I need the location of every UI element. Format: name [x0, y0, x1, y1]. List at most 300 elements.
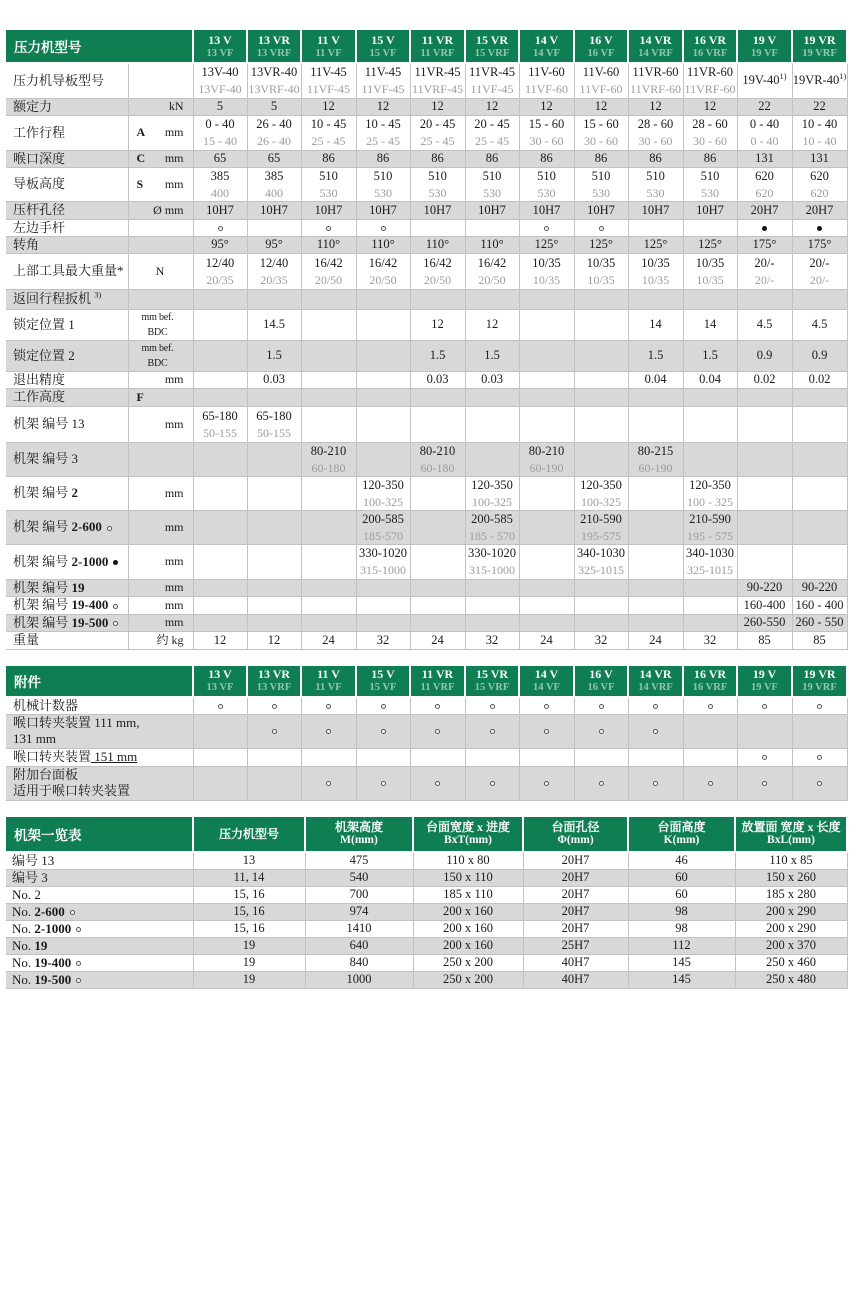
value-cell: 250 x 460 [735, 954, 847, 971]
value-cell: 185 x 110 [413, 886, 523, 903]
ring-icon [381, 704, 386, 709]
accessories-table-body [6, 697, 847, 801]
value-cell: 10H7 [410, 201, 465, 219]
value-cell: 11V-45 11VF-45 [301, 63, 356, 98]
value-cell [519, 371, 574, 388]
value-cell [519, 510, 574, 544]
value-cell: 200-585 185 - 570 [465, 510, 519, 544]
value-cell [574, 614, 628, 631]
row-label [6, 236, 128, 253]
value-cell: 20/- 20/- [792, 253, 847, 289]
ring-icon [762, 755, 767, 760]
label-text: 重量 [13, 632, 40, 647]
value-cell [519, 340, 574, 371]
label-text: 19 [34, 937, 48, 953]
value-cell: 120-350 100-325 [574, 476, 628, 510]
row-label [6, 697, 193, 715]
row-label [6, 442, 128, 476]
row-unit: mm [128, 406, 193, 442]
value-cell: 32 [465, 631, 519, 649]
value-cell [301, 309, 356, 340]
value-cell [356, 406, 410, 442]
table-row [6, 406, 847, 442]
value-cell: 95° [247, 236, 301, 253]
value-cell [410, 406, 465, 442]
value-cell [628, 476, 683, 510]
value-cell [574, 406, 628, 442]
table-row [6, 714, 847, 748]
value-cell [628, 614, 683, 631]
label-text: 151 mm [91, 749, 138, 764]
value-cell: 65-180 50-155 [193, 406, 247, 442]
model-column-header: 11 VR 11 VRF [410, 665, 465, 697]
row-label [6, 150, 128, 167]
value-cell [193, 766, 247, 800]
value-cell [628, 697, 683, 715]
value-cell: 150 x 260 [735, 869, 847, 886]
value-cell [193, 510, 247, 544]
value-cell: 10H7 [519, 201, 574, 219]
value-cell [193, 579, 247, 596]
value-cell: 10 - 45 25 - 45 [356, 115, 410, 150]
value-cell: 28 - 60 30 - 60 [628, 115, 683, 150]
value-cell: 19 [193, 937, 305, 954]
press-table-body [6, 63, 847, 649]
value-cell: 150 x 110 [413, 869, 523, 886]
value-cell: 12/40 20/35 [193, 253, 247, 289]
row-unit: mm bef. BDC [128, 340, 193, 371]
value-cell [301, 697, 356, 715]
value-cell: 11VR-45 11VRF-45 [410, 63, 465, 98]
row-label [6, 886, 193, 903]
value-cell [301, 219, 356, 236]
value-cell: 10H7 [574, 201, 628, 219]
table-row [6, 340, 847, 371]
table-row [6, 388, 847, 406]
value-cell [193, 544, 247, 579]
value-cell: 40H7 [523, 954, 628, 971]
ring-icon [599, 704, 604, 709]
value-cell: 26 - 40 26 - 40 [247, 115, 301, 150]
value-cell [301, 406, 356, 442]
value-cell: 10/35 10/35 [683, 253, 737, 289]
value-cell: 10 - 40 10 - 40 [792, 115, 847, 150]
table-row [6, 937, 847, 954]
value-cell [356, 309, 410, 340]
label-text: 压力机导板型号 [13, 72, 105, 88]
value-cell: 12/40 20/35 [247, 253, 301, 289]
ring-icon [435, 729, 440, 734]
value-cell: 510 530 [356, 167, 410, 201]
value-cell [356, 442, 410, 476]
frames-table-body [6, 852, 847, 989]
ring-icon [381, 226, 386, 231]
row-unit: mm [128, 476, 193, 510]
row-label [6, 115, 128, 150]
value-cell [193, 714, 247, 748]
value-cell [410, 748, 465, 766]
value-cell [247, 476, 301, 510]
value-cell: 540 [305, 869, 413, 886]
ring-icon [107, 526, 112, 531]
value-cell: 32 [574, 631, 628, 649]
frames-header-row [6, 816, 847, 852]
value-cell [683, 442, 737, 476]
value-cell [628, 219, 683, 236]
value-cell [683, 388, 737, 406]
value-cell [574, 309, 628, 340]
label-text: 喉口深度 [13, 150, 66, 166]
value-cell: 200 x 160 [413, 903, 523, 920]
value-cell [574, 748, 628, 766]
value-cell: 145 [628, 954, 735, 971]
value-cell [683, 289, 737, 309]
value-cell: 80-215 60-190 [628, 442, 683, 476]
row-label [6, 340, 128, 371]
table-row [6, 219, 847, 236]
value-cell [193, 371, 247, 388]
value-cell: 14 [683, 309, 737, 340]
value-cell [247, 579, 301, 596]
value-cell: 131 [792, 150, 847, 167]
ring-icon [113, 621, 118, 626]
value-cell: 86 [574, 150, 628, 167]
value-cell: 175° [737, 236, 792, 253]
label-text: 压杆孔径 [13, 202, 66, 217]
value-cell: 15, 16 [193, 920, 305, 937]
label-text: 19-500 [71, 614, 109, 630]
value-cell [628, 406, 683, 442]
value-cell [301, 510, 356, 544]
row-label [6, 852, 193, 870]
value-cell [628, 510, 683, 544]
value-cell [465, 766, 519, 800]
value-cell: 11VR-60 11VRF-60 [683, 63, 737, 98]
ring-icon [490, 729, 495, 734]
value-cell: 95° [193, 236, 247, 253]
value-cell: 40H7 [523, 971, 628, 988]
value-cell: 22 [737, 98, 792, 115]
label-text: 机架 编号 13 [13, 416, 85, 431]
ring-icon [599, 226, 604, 231]
value-cell [465, 289, 519, 309]
value-cell [410, 596, 465, 614]
row-unit [128, 442, 193, 476]
value-cell [410, 476, 465, 510]
label-text: No. [12, 903, 35, 919]
table-row [6, 614, 847, 631]
value-cell [193, 289, 247, 309]
row-unit: mm [128, 371, 193, 388]
label-text: No. [12, 954, 35, 970]
value-cell [683, 714, 737, 748]
row-label [6, 98, 128, 115]
value-cell [410, 510, 465, 544]
value-cell [683, 766, 737, 800]
value-cell: 510 530 [410, 167, 465, 201]
model-column-header: 19 VR 19 VRF [792, 665, 847, 697]
value-cell [465, 388, 519, 406]
ring-icon [653, 704, 658, 709]
value-cell: 0.04 [628, 371, 683, 388]
ring-icon [381, 729, 386, 734]
label-text: 适用于喉口转夹装置 [13, 783, 131, 798]
value-cell: 840 [305, 954, 413, 971]
value-cell: 0.9 [737, 340, 792, 371]
value-cell [247, 697, 301, 715]
value-cell: 110 x 85 [735, 852, 847, 870]
row-label [6, 869, 193, 886]
value-cell [737, 289, 792, 309]
value-cell: 15 - 60 30 - 60 [519, 115, 574, 150]
value-cell: 110 x 80 [413, 852, 523, 870]
value-cell: 974 [305, 903, 413, 920]
table-row [6, 442, 847, 476]
label-text: 2-1000 [71, 553, 109, 569]
model-column-header: 11 V 11 VF [301, 29, 356, 63]
row-label [6, 714, 193, 748]
value-cell [519, 579, 574, 596]
value-cell [356, 388, 410, 406]
value-cell: 330-1020 315-1000 [465, 544, 519, 579]
value-cell: 120-350 100 - 325 [683, 476, 737, 510]
value-cell: 125° [683, 236, 737, 253]
model-column-header: 15 VR 15 VRF [465, 29, 519, 63]
value-cell [465, 697, 519, 715]
table-row [6, 903, 847, 920]
label-text: 喉口转夹装置 [13, 749, 92, 764]
value-cell [683, 697, 737, 715]
value-cell: 20H7 [523, 869, 628, 886]
frames-table-title: 机架一览表 [6, 816, 193, 852]
table-row [6, 253, 847, 289]
value-cell: 510 530 [574, 167, 628, 201]
value-cell [356, 219, 410, 236]
value-cell: 260 - 550 [792, 614, 847, 631]
value-cell [301, 714, 356, 748]
value-cell [247, 714, 301, 748]
label-text: 工作行程 [13, 124, 66, 140]
value-cell: 175° [792, 236, 847, 253]
frame-overview-table [6, 815, 848, 989]
value-cell [519, 388, 574, 406]
value-cell: 98 [628, 903, 735, 920]
row-unit: mm [128, 614, 193, 631]
value-cell: 85 [792, 631, 847, 649]
value-cell: 110° [465, 236, 519, 253]
value-cell [193, 748, 247, 766]
row-label [6, 289, 128, 309]
value-cell: 86 [628, 150, 683, 167]
value-cell: 200 x 290 [735, 920, 847, 937]
value-cell: 210-590 195 - 575 [683, 510, 737, 544]
ring-icon [272, 729, 277, 734]
row-unit: N [128, 253, 193, 289]
value-cell: 86 [301, 150, 356, 167]
value-cell: 250 x 200 [413, 954, 523, 971]
value-cell: 10H7 [247, 201, 301, 219]
row-unit: kN [128, 98, 193, 115]
ring-icon [490, 781, 495, 786]
value-cell [356, 596, 410, 614]
value-cell: 60 [628, 886, 735, 903]
value-cell [247, 748, 301, 766]
label-text: 19-400 [71, 597, 109, 612]
label-text: 2-600 [71, 519, 102, 534]
value-cell: 250 x 480 [735, 971, 847, 988]
table-row [6, 886, 847, 903]
value-cell [683, 219, 737, 236]
value-cell: 16/42 20/50 [410, 253, 465, 289]
value-cell: 12 [465, 98, 519, 115]
table-row [6, 115, 847, 150]
value-cell: 1.5 [247, 340, 301, 371]
table-row [6, 920, 847, 937]
value-cell: 475 [305, 852, 413, 870]
value-cell: 65 [193, 150, 247, 167]
label-text: 机架 编号 [13, 485, 72, 500]
value-cell: 12 [683, 98, 737, 115]
value-cell [737, 406, 792, 442]
value-cell [683, 596, 737, 614]
value-cell: 200-585 185-570 [356, 510, 410, 544]
value-cell [301, 340, 356, 371]
value-cell: 200 x 160 [413, 937, 523, 954]
value-cell: 12 [247, 631, 301, 649]
ring-icon [435, 704, 440, 709]
value-cell [683, 406, 737, 442]
row-label [6, 766, 193, 800]
value-cell: 20H7 [523, 903, 628, 920]
ring-icon [76, 927, 81, 932]
ring-icon [218, 226, 223, 231]
row-label [6, 544, 128, 579]
value-cell [519, 309, 574, 340]
value-cell [628, 388, 683, 406]
row-label [6, 903, 193, 920]
label-text: 编号 13 [12, 852, 55, 868]
value-cell [247, 388, 301, 406]
label-text: 19-500 [34, 971, 72, 987]
model-column-header: 16 V 16 VF [574, 665, 628, 697]
value-cell: 12 [574, 98, 628, 115]
row-unit [128, 219, 193, 236]
value-cell: 200 x 370 [735, 937, 847, 954]
value-cell: 20 - 45 25 - 45 [465, 115, 519, 150]
ring-icon [272, 704, 277, 709]
accessories-table-title: 附件 [6, 665, 193, 697]
ring-icon [218, 704, 223, 709]
model-column-header: 13 VR 13 VRF [247, 665, 301, 697]
accessories-header-row [6, 665, 847, 697]
label-text: 3) [94, 289, 102, 300]
label-text: 机架 编号 3 [13, 451, 79, 466]
value-cell: 19 [193, 971, 305, 988]
value-cell: 16/42 20/50 [465, 253, 519, 289]
model-column-header: 13 V 13 VF [193, 29, 247, 63]
press-header-row [6, 29, 847, 63]
value-cell: 20H7 [792, 201, 847, 219]
value-cell: 125° [519, 236, 574, 253]
value-cell: 10H7 [628, 201, 683, 219]
model-column-header: 11 VR 11 VRF [410, 29, 465, 63]
value-cell: 80-210 60-180 [410, 442, 465, 476]
value-cell [792, 510, 847, 544]
value-cell [737, 714, 792, 748]
table-row [6, 766, 847, 800]
table-row [6, 954, 847, 971]
value-cell [574, 388, 628, 406]
value-cell [519, 476, 574, 510]
value-cell [792, 219, 847, 236]
value-cell: 11VR-45 11VF-45 [465, 63, 519, 98]
value-cell: 65 [247, 150, 301, 167]
value-cell: 0 - 40 15 - 40 [193, 115, 247, 150]
row-label [6, 406, 128, 442]
value-cell: 210-590 195-575 [574, 510, 628, 544]
value-cell [519, 748, 574, 766]
value-cell: 12 [628, 98, 683, 115]
value-cell: 0.04 [683, 371, 737, 388]
value-cell: 10/35 10/35 [628, 253, 683, 289]
value-cell: 10H7 [356, 201, 410, 219]
value-cell [410, 697, 465, 715]
value-cell: 1410 [305, 920, 413, 937]
row-unit: S mm [128, 167, 193, 201]
value-cell [301, 388, 356, 406]
model-column-header: 19 V 19 VF [737, 29, 792, 63]
value-cell: 1.5 [410, 340, 465, 371]
value-cell [519, 697, 574, 715]
value-cell [683, 579, 737, 596]
ring-icon [817, 704, 822, 709]
frames-column-header: 台面宽度 x 进度 BxT(mm) [413, 816, 523, 852]
value-cell: 13VR-40 13VRF-40 [247, 63, 301, 98]
value-cell [193, 340, 247, 371]
value-cell [737, 748, 792, 766]
ring-icon [599, 729, 604, 734]
value-cell [574, 371, 628, 388]
value-cell [574, 289, 628, 309]
table-row [6, 510, 847, 544]
value-cell: 120-350 100-325 [356, 476, 410, 510]
value-cell: 510 530 [519, 167, 574, 201]
row-unit: mm [128, 510, 193, 544]
value-cell: 110° [410, 236, 465, 253]
value-cell: 20/- 20/- [737, 253, 792, 289]
value-cell [628, 714, 683, 748]
value-cell: 640 [305, 937, 413, 954]
value-cell: 15, 16 [193, 886, 305, 903]
row-label [6, 476, 128, 510]
value-cell: 510 530 [301, 167, 356, 201]
value-cell [519, 544, 574, 579]
value-cell [519, 289, 574, 309]
table-row [6, 98, 847, 115]
value-cell: 22 [792, 98, 847, 115]
value-cell [628, 544, 683, 579]
value-cell [247, 766, 301, 800]
value-cell [737, 388, 792, 406]
row-unit [128, 236, 193, 253]
table-row [6, 236, 847, 253]
value-cell: 200 x 160 [413, 920, 523, 937]
label-text: 返回行程扳机 [13, 291, 95, 306]
label-text: 导板高度 [13, 176, 66, 191]
label-text: 2-1000 [34, 920, 72, 936]
value-cell: 12 [356, 98, 410, 115]
value-cell: 385 400 [247, 167, 301, 201]
